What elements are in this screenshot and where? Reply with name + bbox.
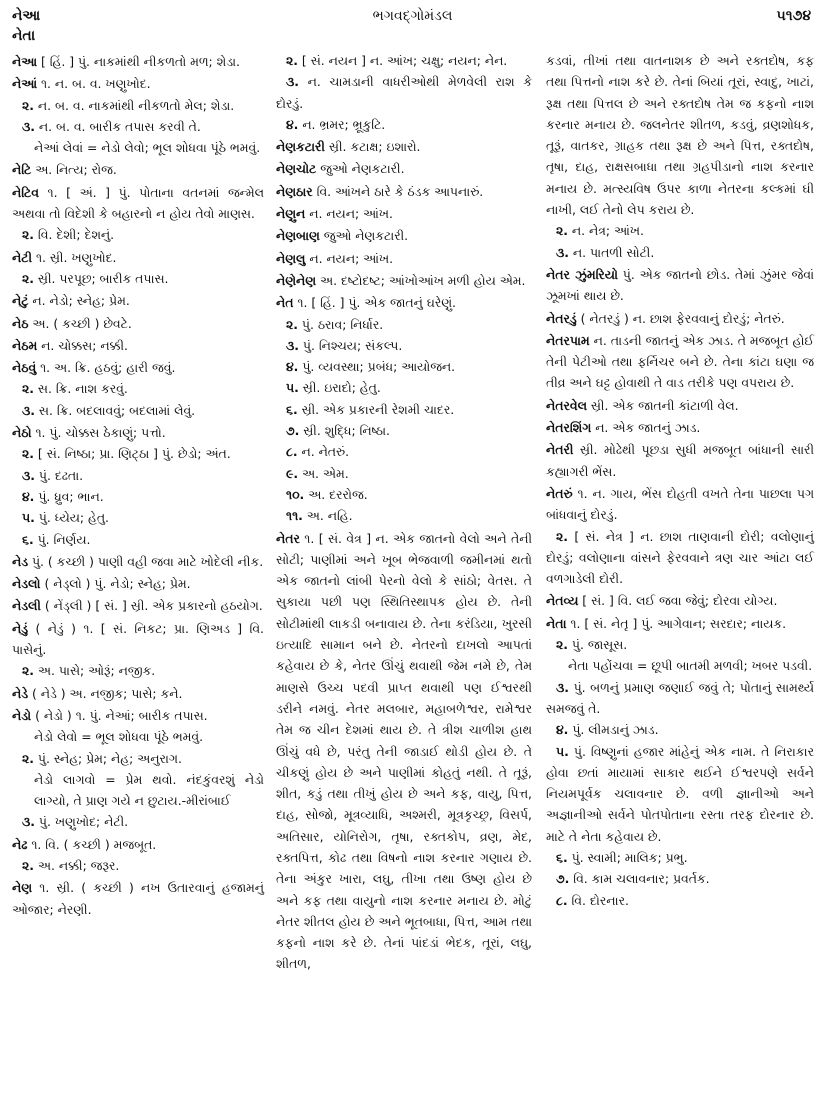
definition-text: કડવાં, તીખાં તથા વાતનાશક છે અને રક્તદોષ, કફ તથા પિત્તનો નાશ કરે છે. તેનાં બિયાં તૂરાં, સ્વાદુ, ખાટાં, રૂક્ષ તથા પિત્તલ છે અને રક્તદોષ તેમ જ કફનો નાશ કરનાર મનાય છે. જલનેતર શીતળ, કડવું, વ્રણશોધક, તૂરૂં, વાતકર, ગ્રાહક તથા રૂક્ષ છે અને પિત્ત, રક્તદોષ, તૃષા, દાહ, રાક્ષસબાધા તથા ગ્રહપીડાનો નાશ કરનાર મનાય છે. મત્સ્યવિષ ઉપર કાળા નેતરના કલ્કમાં ઘી નાખી, લઈ તેનો લેપ કરાય છે. — [546, 53, 814, 218]
sense-number: ૨. — [286, 53, 298, 68]
headword: નેડ — [12, 553, 29, 569]
sense-number: ૧૦. — [286, 486, 305, 502]
column-2 — [276, 50, 532, 975]
definition-text: પું. જાસૂસ. — [567, 637, 628, 653]
sense-number: ૭. — [286, 423, 300, 439]
headword: નેતરડું — [546, 310, 577, 326]
definition-text: પું. નિશ્ચય; સંકલ્પ. — [298, 337, 403, 353]
definition-text: પું. ( કચ્છી ) પાણી વહી જવા માટે ખોદેલી નીક. — [28, 553, 264, 569]
column-1 — [12, 50, 264, 920]
definition-text: ન. નયન; આંખ. — [305, 206, 393, 222]
entry-sense — [546, 847, 814, 868]
sense-number: ૨. — [556, 637, 568, 653]
definition-text: ન. પાતળી સોટી. — [568, 244, 655, 260]
headword: નેઢ — [12, 836, 28, 852]
sense-number: ૫. — [22, 510, 35, 526]
definition-text: [ સં. ] વિ. લઈ જવા જેવું; દોરવા યોગ્ય. — [578, 593, 778, 609]
definition-text: [ હિં. ] પું. નાકમાંથી નીકળતો મળ; શેડા. — [37, 54, 240, 69]
definition-text: ન. તાડની જાતનું એક ઝાડ. તે મજબૂત હોઈ તેની પેટીઓ તથા ફર્નિચર બને છે. તેના કાંટા ઘણા જ તીવ્ર અને ઘટ્ટ હોવાથી તે વાડ તરીકે પણ વપરાય છે. — [546, 332, 814, 391]
definition-text: પું. લીમડાનું ઝાડ. — [568, 722, 659, 738]
headword: નેઆ — [12, 54, 37, 69]
entry-sense — [276, 463, 532, 484]
entry-sense — [276, 505, 532, 526]
headword: નેણઠાર — [276, 183, 313, 199]
entry-sense — [276, 356, 532, 377]
definition-text: અ. નિત્ય; રોજ. — [31, 162, 117, 178]
entry-sense — [12, 748, 264, 769]
dictionary-entry — [12, 335, 264, 356]
dictionary-entry — [276, 136, 532, 157]
dictionary-entry — [546, 308, 814, 329]
dictionary-entry — [12, 573, 264, 594]
dictionary-entry — [276, 181, 532, 202]
entry-sense — [12, 811, 264, 832]
definition-text: ( નેડે ) અ. નજીક; પાસે; કને. — [28, 685, 183, 701]
sense-number: ૨. — [22, 97, 34, 113]
definition-text: ( નેડો ) ૧. પું. નેઆં; બારીક તપાસ. — [31, 707, 208, 723]
definition-text: અ. ( કચ્છી ) છેવટે. — [28, 315, 132, 331]
definition-text: જુઓ નેણકટારી. — [319, 228, 409, 244]
definition-text: ( નેડું ) ૧. [ સં. નિકટ; પ્રા. ણિઅડ ] વિ. પાસેનું. — [12, 620, 264, 658]
definition-text: ૧. [ અં. ] પું. પોતાના વતનમાં જન્મેલ અથવા તો વિદેશી કે બહારનો ન હોય તેવો માણસ. — [12, 184, 264, 222]
definition-text: અ. નક્કી; જરૂર. — [33, 857, 120, 873]
headword: નેતા — [546, 615, 567, 631]
dictionary-entry — [546, 590, 814, 611]
dictionary-entry — [546, 264, 814, 307]
definition-text: પું. સ્નેહ; પ્રેમ; નેહ; અનુરાગ. — [33, 750, 182, 766]
definition-text: પું. દઢતા. — [34, 467, 84, 483]
headword: નેઆં — [12, 76, 37, 92]
headword: નેણુન — [276, 206, 306, 222]
definition-text: સ્રી. એક જાતની કાંટાળી વેલ. — [586, 397, 739, 413]
definition-text: નેઆં લેવાં = નેડો લેવો; ભૂલ શોધવા પૂંઠે ભમવું. — [34, 140, 261, 156]
sense-number: ૬. — [556, 849, 568, 865]
definition-text: પું. એક જાતનો છોડ. તેમાં ઝુંમર જેવાં ઝૂમખાં થાય છે. — [546, 266, 814, 304]
definition-text: ન. નેતરું. — [297, 444, 350, 460]
definition-text: ૧. સ્રી. ( કચ્છી ) નખ ઉતારવાનું હજામનું ઓજાર; નેરણી. — [12, 880, 264, 917]
sense-number: ૨. — [22, 750, 34, 766]
column-3 — [546, 50, 814, 911]
headword: નેણકટારી — [276, 139, 325, 155]
definition-text: પું. બળનું પ્રમાણ જણાઈ જવું તે; પોતાનું સામર્થ્ય સમજવું તે. — [546, 679, 814, 716]
entry-sense — [546, 634, 814, 655]
definition-text: ૧. વિ. ( કચ્છી ) મજબૂત. — [27, 836, 157, 852]
definition-text: વિ. આંખને ઠારે કે ઠંડક આપનારું. — [312, 183, 484, 199]
definition-text: નેડો લાગવો = પ્રેમ થવો. નંદકુંવરશું નેડો લાગ્યો, તે પ્રાણ ગયે ન છુટાય.-મીરાંબાઈ — [34, 771, 264, 809]
entry-sense — [276, 50, 532, 71]
headword: નેડું — [12, 620, 29, 636]
definition-text: ન. ચોક્કસ; નક્કી. — [37, 337, 128, 353]
sense-number: ૪. — [286, 116, 299, 132]
headword: નેટિ — [12, 162, 32, 178]
dictionary-entry — [546, 395, 814, 416]
entry-sense — [276, 420, 532, 441]
entry-sense — [12, 224, 264, 245]
entry-sense — [12, 855, 264, 876]
definition-text: ૧. [ સં. નેતૃ ] પું. આગેવાન; સરદાર; નાયક. — [566, 615, 787, 631]
entry-sense — [276, 114, 532, 135]
definition-text: ન. બ. વ. નાકમાંથી નીકળતો મેલ; શેડા. — [33, 97, 235, 113]
headword: નેડે — [12, 685, 29, 701]
definition-text: પું. ઠરાવ; નિર્ધાર. — [297, 316, 384, 332]
book-title: ભગવદ્ગોમંડલ — [372, 8, 453, 24]
headword: નેટિવ — [12, 184, 39, 200]
entry-sense — [12, 95, 264, 116]
dictionary-entry — [12, 877, 264, 920]
entry-sense — [12, 116, 264, 137]
dictionary-entry — [12, 618, 264, 661]
definition-text: અ. દરરોજ. — [304, 486, 368, 502]
page-number: ૫૧૭૪ — [776, 8, 811, 24]
sense-number: ૨. — [556, 223, 568, 239]
sense-number: ૨. — [286, 316, 298, 332]
dictionary-entry — [12, 683, 264, 704]
dictionary-entry — [276, 270, 532, 291]
entry-sense — [546, 220, 814, 241]
definition-text: વિ. દોરનાર. — [567, 892, 629, 908]
entry-sense — [12, 486, 264, 507]
definition-text: અ. પાસે; ઓરૂં; નજીક. — [33, 663, 156, 679]
entry-sense — [546, 677, 814, 720]
sense-number: ૩. — [286, 337, 299, 353]
dictionary-entry — [546, 330, 814, 394]
entry-sense — [12, 507, 264, 528]
guide-word-first: નેઆ — [12, 8, 41, 24]
dictionary-entry — [12, 51, 264, 72]
headword: નેડો — [12, 707, 32, 723]
headword: નેતરી — [546, 442, 574, 458]
dictionary-entry — [276, 203, 532, 224]
definition-text: સ્રી. કટાક્ષ; ઇશારો. — [324, 139, 421, 155]
sense-number: ૮. — [286, 444, 298, 460]
entry-sense — [12, 268, 264, 289]
definition-text: ૧. સ્રી. ખણુખોદ. — [32, 249, 117, 265]
definition-text: ૧. ન. ગાય, ભેંસ દોહતી વખતે તેના પાછલા પગ બાંધવાનું દોરડું. — [546, 485, 814, 523]
definition-text: અ. નહિ. — [302, 508, 353, 524]
sense-number: ૨. — [22, 857, 34, 873]
headword: નેણલુ — [276, 250, 306, 266]
headword: નેતર — [276, 530, 300, 546]
sense-number: ૬. — [286, 401, 298, 417]
entry-sense — [276, 335, 532, 356]
definition-text: સ્રી. મોઢેથી પૂછડા સુધી મજબૂત બાંધાની સારી કહ્યાગરી ભેંસ. — [546, 442, 814, 479]
entry-sense — [546, 890, 814, 911]
idiom-example — [12, 769, 264, 812]
definition-text: [ સં. નયન ] ન. આંખ; ચક્ષુ; નયન; નેન. — [297, 53, 508, 68]
headword: નેટી — [12, 249, 32, 265]
sense-number: ૪. — [556, 722, 569, 738]
headword: નેતવ્ય — [546, 593, 579, 609]
sense-number: ૫. — [286, 380, 299, 396]
definition-text: સ્રી. એક પ્રકારની રેશમી ચાદર. — [297, 401, 455, 417]
definition-text: પું. ધ્યેય; હેતુ. — [34, 510, 109, 526]
definition-text: અ. દષ્ટોદષ્ટ; આંખોઆંખ મળી હોય એમ. — [316, 272, 526, 288]
dictionary-entry — [12, 247, 264, 268]
sense-number: ૪. — [22, 488, 35, 504]
definition-text: ૧. [ હિં. ] પું. એક જાતનું ઘરેણું. — [293, 295, 456, 311]
entry-sense — [276, 441, 532, 462]
dictionary-entry — [12, 357, 264, 378]
definition-text: ન. બ. વ. બારીક તપાસ કરવી તે. — [34, 118, 201, 134]
entry-sense — [12, 660, 264, 681]
sense-number: ૩. — [22, 118, 35, 134]
sense-number: ૨. — [556, 528, 568, 544]
definition-text: સ. ક્રિ. નાશ કરવું. — [33, 381, 128, 397]
headword: નેત — [276, 295, 294, 311]
sense-number: ૭. — [556, 871, 570, 887]
entry-sense — [276, 484, 532, 505]
entry-sense — [12, 443, 264, 464]
idiom-example — [546, 655, 814, 676]
dictionary-entry — [12, 595, 264, 616]
dictionary-entry — [12, 73, 264, 94]
definition-text: ન. ચામડાની વાધરીઓથી મેળવેલી રાશ કે દોરડું. — [276, 74, 532, 111]
definition-text: ( નેતરડું ) ન. છાશ ફેરવવાનું દોરડું; નેતરું. — [576, 310, 785, 326]
definition-text: નેતા પહોંચવા = છૂપી બાતમી મળવી; ખબર પડવી. — [568, 658, 813, 674]
definition-text: ૧. [ સં. વેત્ર ] ન. એક જાતનો વેલો અને તેની સોટી; પાણીમાં અને ખૂબ ભેજવાળી જમીનમાં થતો એક જાતનો લાંબી પેરનો વેલો કે સાંઠો; વેતસ. તે સુકાયા પછી પણ સ્થિતિસ્થાપક હોય છે. તેની સોટીમાંથી લાકડી બનાવાય છે. તેના કરંડિયા, ખુરસી ઇત્યાદિ સામાન બને છે. નેતરનો દાખલો આપતાં કહેવાય છે કે, નેતર ઊંચું થવાથી જેમ નમે છે, તેમ માણસે ઉચ્ચ પદવી પ્રાપ્ત થવાથી પણ ઈશ્વરથી ડરીને નમવું. નેતર મલબાર, મહાબળેશ્વર, રામેશ્વર તેમ જ ચીન દેશમાં થાય છે. તે ત્રીશ ચાળીશ હાથ ઊંચું વધે છે, પરંતુ તેની જાડાઈ થોડી હોય છે. તે ચીકણું હોય છે અને પાણીમાં કોહતું નથી. તે તૂરૂં, શીત, કડું તથા તીખું હોય છે અને કફ, વાયુ, પિત્ત, દાહ, સોજો, મૂત્રવ્યાધિ, અશ્મરી, મૂત્રકૃચ્છ્ર, વિસર્પ, અતિસાર, યોનિરોગ, તૃષા, રક્તકોપ, વ્રણ, મેદ, રક્તપિત્ત, કોઢ તથા વિષનો નાશ કરનાર ગણાય છે. તેના અંકુર ખારા, લઘુ, તીખા તથા ઉષ્ણ હોય છે અને કફ તથા વાયુનો નાશ કરનાર મનાય છે. મોટું નેતર શીતલ હોય છે અને ભૂતબાધા, પિત્ત, આમ તથા કફનો નાશ કરે છે. તેનાં પાંદડાં ભેદક, તૂરાં, લઘુ, શીતળ, — [276, 530, 532, 972]
headword: નેણચોટ — [276, 161, 317, 177]
entry-sense — [12, 465, 264, 486]
definition-text: પું. ધ્રુવ; ભાન. — [34, 488, 104, 504]
definition-text: પું. સ્વામી; માલિક; પ્રભુ. — [567, 849, 688, 865]
dictionary-entry — [546, 483, 814, 526]
definition-text: ન. નેત્ર; આંખ. — [567, 223, 644, 239]
definition-text: ૧. પું. ચોક્કસ ઠેકાણું; પત્તો. — [31, 425, 166, 441]
idiom-example — [12, 137, 264, 158]
definition-text: ૧. ન. બ. વ. ખણુખોદ. — [37, 76, 151, 92]
headword: નેઠવું — [12, 360, 37, 376]
sense-number: ૯. — [286, 465, 299, 481]
dictionary-entry — [276, 158, 532, 179]
sense-number: ૮. — [556, 892, 568, 908]
dictionary-entry — [276, 528, 532, 975]
headword: નેડલી — [12, 598, 41, 614]
sense-number: ૨. — [22, 446, 34, 462]
sense-number: ૩. — [22, 467, 35, 483]
definition-text: ન. નેડો; સ્નેહ; પ્રેમ. — [28, 293, 130, 309]
definition-text: વિ. દેશી; દેશનું. — [33, 227, 115, 243]
headword: નેતરપામ — [546, 332, 590, 348]
entry-sense — [546, 868, 814, 889]
headword: નેણબાણ — [276, 228, 320, 244]
sense-number: ૩. — [286, 74, 299, 90]
definition-text: પું. વ્યવસ્થા; પ્રબંધ; આયોજન. — [298, 359, 456, 375]
dictionary-entry — [12, 313, 264, 334]
headword: નેતર ઝુંમરિયો — [546, 266, 619, 282]
headword: નેડલો — [12, 576, 41, 592]
dictionary-entry — [12, 422, 264, 443]
guide-word-last: નેતા — [12, 28, 36, 44]
definition-text: સ. ક્રિ. બદલાવવું; બદલામાં લેવું. — [34, 402, 196, 418]
definition-text: [ સં. નિષ્ઠા; પ્રા. ણિટ્ઠા ] પું. છેડો; અંત. — [33, 446, 231, 462]
definition-text: વિ. કામ ચલાવનાર; પ્રવર્તક. — [569, 871, 710, 887]
sense-number: ૨. — [22, 381, 34, 397]
headword: નેતરું — [546, 485, 573, 501]
dictionary-entry — [546, 417, 814, 438]
dictionary-entry — [546, 439, 814, 482]
sense-number: ૩. — [22, 814, 35, 830]
definition-text: ૧. અ. ક્રિ. હઠવું; હારી જવું. — [36, 360, 176, 376]
definition-text: પું. ખણુખોદ; નેટી. — [34, 814, 129, 830]
sense-number: ૩. — [556, 244, 569, 260]
dictionary-entry — [546, 613, 814, 634]
dictionary-entry — [276, 292, 532, 313]
sense-number: ૫. — [556, 743, 569, 759]
definition-text: અ. એમ. — [298, 465, 349, 481]
dictionary-entry — [12, 551, 264, 572]
headword: નેણેનેણ — [276, 272, 317, 288]
definition-text: નેડો લેવો = ભૂલ શોધવા પૂંઠે ભમવું. — [34, 729, 204, 745]
sense-number: ૪. — [286, 359, 299, 375]
sense-number: ૨. — [22, 227, 34, 243]
definition-text: ન. નયન; આંખ. — [305, 250, 394, 266]
sense-number: ૩. — [556, 679, 569, 695]
sense-number: ૨. — [22, 270, 34, 286]
definition-text: જુઓ નેણકટારી. — [316, 161, 405, 177]
headword: નેણ — [12, 880, 33, 896]
sense-number: ૨. — [22, 663, 34, 679]
headword: નેતરવેલ — [546, 397, 587, 413]
headword: નેઠો — [12, 425, 32, 441]
dictionary-entry — [12, 182, 264, 225]
headword: નેટું — [12, 293, 29, 309]
entry-sense — [12, 529, 264, 550]
entry-sense — [12, 378, 264, 399]
dictionary-entry — [12, 290, 264, 311]
sense-number: ૧૧. — [286, 508, 303, 524]
definition-text: ( નેડ્લો ) પું. નેડો; સ્નેહ; પ્રેમ. — [40, 576, 191, 592]
entry-sense — [546, 242, 814, 263]
definition-text: સ્રી. પરપૂછ; બારીક તપાસ. — [33, 270, 169, 286]
definition-text: પું. વિષ્ણુનાં હજાર માંહેનું એક નામ. તે નિરાકાર હોવા છતાં માયામાં સાકાર થઈને ઈશ્વરપણે સર્વને નિયમપૂર્વક ચલાવનાર છે. વળી જ્ઞાનીઓ અને અજ્ઞાનીઓ સર્વને પોતપોતાના રસ્તા તરફ દોરનાર છે. માટે તે નેતા કહેવાય છે. — [546, 743, 814, 844]
entry-sense — [276, 377, 532, 398]
definition-text: ન. ભ્રમર; ભ્રૂકુટિ. — [298, 116, 386, 132]
dictionary-entry — [12, 834, 264, 855]
entry-sense — [546, 719, 814, 740]
entry-sense — [12, 400, 264, 421]
definition-text: ( નેંડ્લી ) [ સં. ] સ્રી. એક પ્રકારનો હઠયોગ. — [40, 598, 263, 614]
definition-text: ન. એક જાતનું ઝાડ. — [591, 420, 701, 436]
dictionary-entry — [276, 225, 532, 246]
sense-number: ૬. — [22, 531, 34, 547]
dictionary-entry — [12, 705, 264, 726]
entry-sense — [276, 71, 532, 114]
entry-sense — [276, 314, 532, 335]
sense-number: ૩. — [22, 402, 35, 418]
definition-text: [ સં. નેત્ર ] ન. છાશ તાણવાની દોરી; વલોણાનું દોરડું; વલોણાના વાંસને ફેરવવાને ત્રણ ચાર આંટા લઈ વળગાડેલી દોરી. — [546, 528, 814, 587]
headword: નેતરશિંગ — [546, 420, 592, 436]
entry-sense — [546, 526, 814, 590]
idiom-example — [12, 726, 264, 747]
entry-continuation — [546, 50, 814, 220]
definition-text: સ્રી. શુદ્ધિ; નિષ્ઠા. — [299, 423, 390, 439]
dictionary-entry — [12, 159, 264, 180]
headword: નેઠ — [12, 315, 29, 331]
headword: નેઠમ — [12, 337, 38, 353]
entry-sense — [546, 741, 814, 847]
definition-text: પું. નિર્ણય. — [33, 531, 91, 547]
dictionary-entry — [276, 248, 532, 269]
definition-text: સ્રી. ઇરાદો; હેતુ. — [298, 380, 381, 396]
entry-sense — [276, 399, 532, 420]
